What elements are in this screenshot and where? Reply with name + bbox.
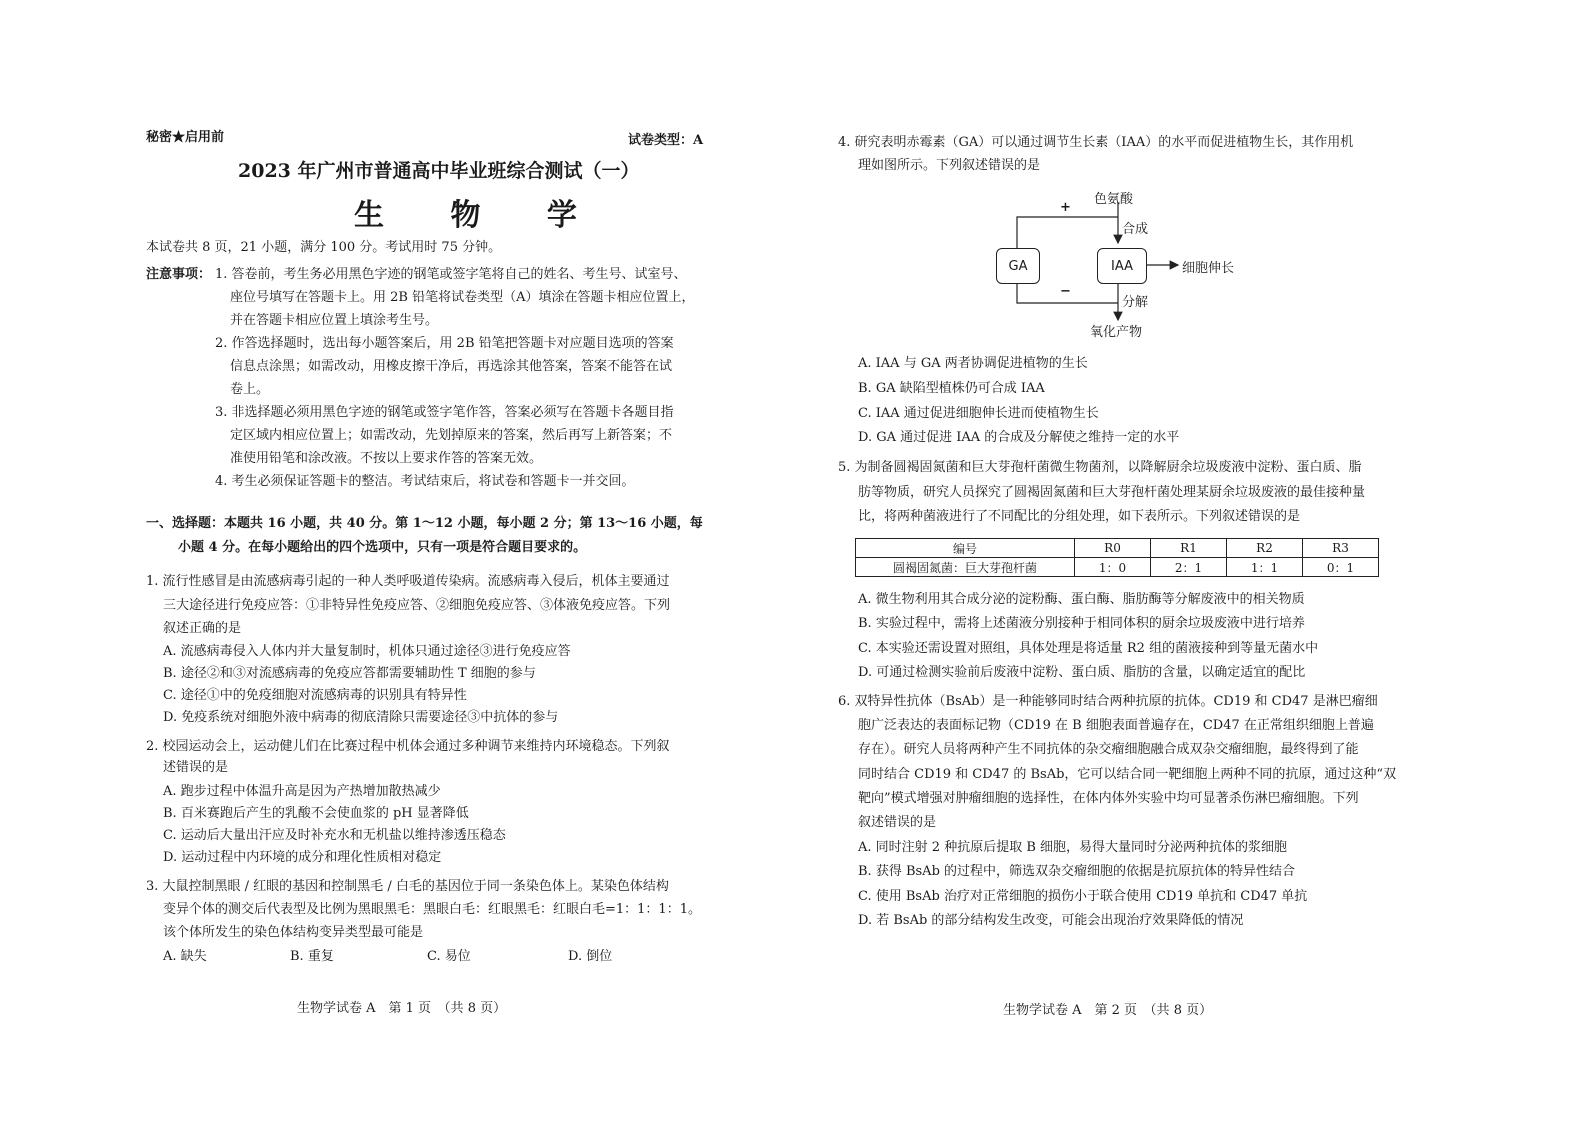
q6-option-d: D. 若 BsAb 的部分结构发生改变，可能会出现治疗效果降低的情况 [858, 913, 1244, 928]
q5-stem-line-3: 比，将两种菌液进行了不同配比的分组处理，如下表所示。下列叙述错误的是 [858, 509, 1301, 524]
q4-stem-line-1: 4. 研究表明赤霉素（GA）可以通过调节生长素（IAA）的水平而促进植物生长，其作用机 [838, 135, 1354, 150]
q6-stem-line-2: 胞广泛表达的表面标记物（CD19 在 B 细胞表面普遍存在，CD47 在正常组织细胞上普遍 [858, 718, 1374, 733]
q3-option-c: C. 易位 [427, 949, 471, 964]
q3-option-d: D. 倒位 [568, 949, 613, 964]
q5-option-b: B. 实验过程中，需将上述菌液分别接种于相同体积的厨余垃圾废液中进行培养 [858, 616, 1305, 631]
q6-stem-line-3: 存在）。研究人员将两种产生不同抗体的杂交瘤细胞融合成双杂交瘤细胞，最终得到了能 [858, 742, 1359, 757]
synthesis-label: 合成 [1122, 222, 1149, 237]
elongation-label: 细胞伸长 [1182, 261, 1235, 276]
table-header-row [856, 539, 1379, 558]
table-cell: 圆褐固氮菌：巨大芽孢杆菌 [856, 558, 1075, 577]
exam-title: 2023 年广州市普通高中毕业班综合测试（一） [238, 160, 640, 182]
table-header-cell: R0 [1075, 539, 1151, 558]
table-cell: 1：1 [1227, 558, 1303, 577]
table-cell: 1：0 [1075, 558, 1151, 577]
paper-type: 试卷类型：A [628, 133, 704, 148]
tryptophan-label: 色氨酸 [1094, 192, 1134, 207]
q4-option-c: C. IAA 通过促进细胞伸长进而使植物生长 [858, 406, 1099, 421]
q5-option-c: C. 本实验还需设置对照组，具体处理是将适量 R2 组的菌液接种到等量无菌水中 [858, 641, 1319, 656]
q6-option-c: C. 使用 BsAb 治疗对正常细胞的损伤小于联合使用 CD19 单抗和 CD47 单抗 [858, 889, 1308, 904]
q3-stem-line-1: 3. 大鼠控制黑眼 / 红眼的基因和控制黑毛 / 白毛的基因位于同一条染色体上。某染色体结构 [146, 879, 669, 894]
note-3-line-2: 定区域内相应位置上；如需改动，先划掉原来的答案，然后再写上新答案；不 [230, 428, 673, 443]
confidential-label: 秘密★启用前 [146, 130, 225, 145]
subject-title: 生 物 学 [354, 198, 605, 233]
page-1-footer: 生物学试卷 A 第 1 页 （共 8 页） [297, 1001, 507, 1016]
q6-option-a: A. 同时注射 2 种抗原后提取 B 细胞，易得大量同时分泌两种抗体的浆细胞 [858, 840, 1288, 855]
q2-option-b: B. 百米赛跑后产生的乳酸不会使血浆的 pH 显著降低 [163, 806, 469, 821]
q4-option-a: A. IAA 与 GA 两者协调促进植物的生长 [858, 356, 1088, 371]
minus-sign: − [1060, 284, 1071, 299]
note-2-line-3: 卷上。 [230, 382, 270, 397]
section-1-line-1: 一、选择题：本题共 16 小题，共 40 分。第 1～12 小题，每小题 2 分；第 13～16 小题，每 [146, 516, 703, 531]
ga-box: GA [996, 248, 1040, 284]
oxidation-product-label: 氧化产物 [1090, 325, 1143, 340]
q2-stem-line-2: 述错误的是 [163, 760, 229, 775]
q1-stem-line-1: 1. 流行性感冒是由流感病毒引起的一种人类呼吸道传染病。流感病毒入侵后，机体主要通过 [146, 574, 670, 589]
table-header-cell: R3 [1303, 539, 1379, 558]
q5-option-a: A. 微生物利用其合成分泌的淀粉酶、蛋白酶、脂肪酶等分解废液中的相关物质 [858, 592, 1305, 607]
q3-stem-line-2: 变异个体的测交后代表型及比例为黑眼黑毛：黑眼白毛：红眼黑毛：红眼白毛=1：1：1：1。 [163, 902, 701, 917]
q3-option-a: A. 缺失 [163, 949, 207, 964]
q2-option-c: C. 运动后大量出汗应及时补充水和无机盐以维持渗透压稳态 [163, 828, 506, 843]
q1-option-d: D. 免疫系统对细胞外液中病毒的彻底清除只需要途径③中抗体的参与 [163, 710, 559, 725]
table-cell: 0：1 [1303, 558, 1379, 577]
q4-option-d: D. GA 通过促进 IAA 的合成及分解使之维持一定的水平 [858, 430, 1180, 445]
q6-stem-line-1: 6. 双特异性抗体（BsAb）是一种能够同时结合两种抗原的抗体。CD19 和 CD47 是淋巴瘤细 [838, 694, 1378, 709]
q6-option-b: B. 获得 BsAb 的过程中，筛选双杂交瘤细胞的依据是抗原抗体的特异性结合 [858, 864, 1296, 879]
q1-option-a: A. 流感病毒侵入人体内并大量复制时，机体只通过途径③进行免疫应答 [163, 644, 571, 659]
notice-label: 注意事项： [146, 267, 212, 282]
q2-option-d: D. 运动过程中内环境的成分和理化性质相对稳定 [163, 850, 442, 865]
note-4-line-1: 4. 考生必须保证答题卡的整洁。考试结束后，将试卷和答题卡一并交回。 [215, 474, 635, 489]
ga-to-synthesis-line [1017, 217, 1118, 248]
q5-stem-line-2: 肪等物质，研究人员探究了圆褐固氮菌和巨大芽孢杆菌处理某厨余垃圾废液的最佳接种量 [858, 485, 1366, 500]
q5-option-d: D. 可通过检测实验前后废液中淀粉、蛋白质、脂肪的含量，以确定适宜的配比 [858, 665, 1306, 680]
q6-stem-line-4: 同时结合 CD19 和 CD47 的 BsAb，它可以结合同一靶细胞上两种不同的抗原，通过这种“双 [858, 767, 1397, 782]
table-cell: 2：1 [1151, 558, 1227, 577]
q4-stem-line-2: 理如图所示。下列叙述错误的是 [858, 158, 1041, 173]
note-1-line-1: 1. 答卷前，考生务必用黑色字迹的钢笔或签字笔将自己的姓名、考生号、试室号、 [215, 267, 687, 282]
section-1-line-2: 小题 4 分。在每小题给出的四个选项中，只有一项是符合题目要求的。 [178, 540, 587, 555]
q1-option-b: B. 途径②和③对流感病毒的免疫应答都需要辅助性 T 细胞的参与 [163, 666, 536, 681]
q2-stem-line-1: 2. 校园运动会上，运动健儿们在比赛过程中机体会通过多种调节来维持内环境稳态。下列叙 [146, 739, 670, 754]
table-header-cell: R1 [1151, 539, 1227, 558]
q5-ratio-table [855, 538, 1379, 577]
q6-stem-line-5: 靶向”模式增强对肿瘤细胞的选择性，在体内体外实验中均可显著杀伤淋巴瘤细胞。下列 [858, 791, 1359, 806]
decompose-label: 分解 [1122, 295, 1149, 310]
note-2-line-2: 信息点涂黑；如需改动，用橡皮擦干净后，再选涂其他答案，答案不能答在试 [230, 359, 673, 374]
q3-option-b: B. 重复 [290, 949, 334, 964]
iaa-box: IAA [1097, 248, 1147, 284]
plus-sign: + [1060, 200, 1071, 215]
q1-stem-line-3: 叙述正确的是 [163, 621, 242, 636]
note-2-line-1: 2. 作答选择题时，选出每小题答案后，用 2B 铅笔把答题卡对应题目选项的答案 [215, 336, 674, 351]
q5-stem-line-1: 5. 为制备圆褐固氮菌和巨大芽孢杆菌微生物菌剂，以降解厨余垃圾废液中淀粉、蛋白质、脂 [838, 460, 1362, 475]
q1-stem-line-2: 三大途径进行免疫应答：①非特异性免疫应答、②细胞免疫应答、③体液免疫应答。下列 [163, 598, 671, 613]
q2-option-a: A. 跑步过程中体温升高是因为产热增加散热减少 [163, 784, 441, 799]
note-3-line-1: 3. 非选择题必须用黑色字迹的钢笔或签字笔作答，答案必须写在答题卡各题目指 [215, 405, 674, 420]
table-header-cell: 编号 [856, 539, 1075, 558]
q1-option-c: C. 途径①中的免疫细胞对流感病毒的识别具有特异性 [163, 688, 467, 703]
page-2-footer: 生物学试卷 A 第 2 页 （共 8 页） [1003, 1003, 1213, 1018]
note-3-line-3: 准使用铅笔和涂改液。不按以上要求作答的答案无效。 [230, 451, 543, 466]
note-1-line-3: 并在答题卡相应位置上填涂考生号。 [230, 313, 439, 328]
note-1-line-2: 座位号填写在答题卡上。用 2B 铅笔将试卷类型（A）填涂在答题卡相应位置上， [230, 290, 695, 305]
paper-intro: 本试卷共 8 页，21 小题，满分 100 分。考试用时 75 分钟。 [146, 240, 502, 255]
q6-stem-line-6: 叙述错误的是 [858, 815, 937, 830]
q4-option-b: B. GA 缺陷型植株仍可合成 IAA [858, 381, 1045, 396]
table-row [856, 558, 1379, 577]
q3-stem-line-3: 该个体所发生的染色体结构变异类型最可能是 [163, 925, 424, 940]
table-header-cell: R2 [1227, 539, 1303, 558]
